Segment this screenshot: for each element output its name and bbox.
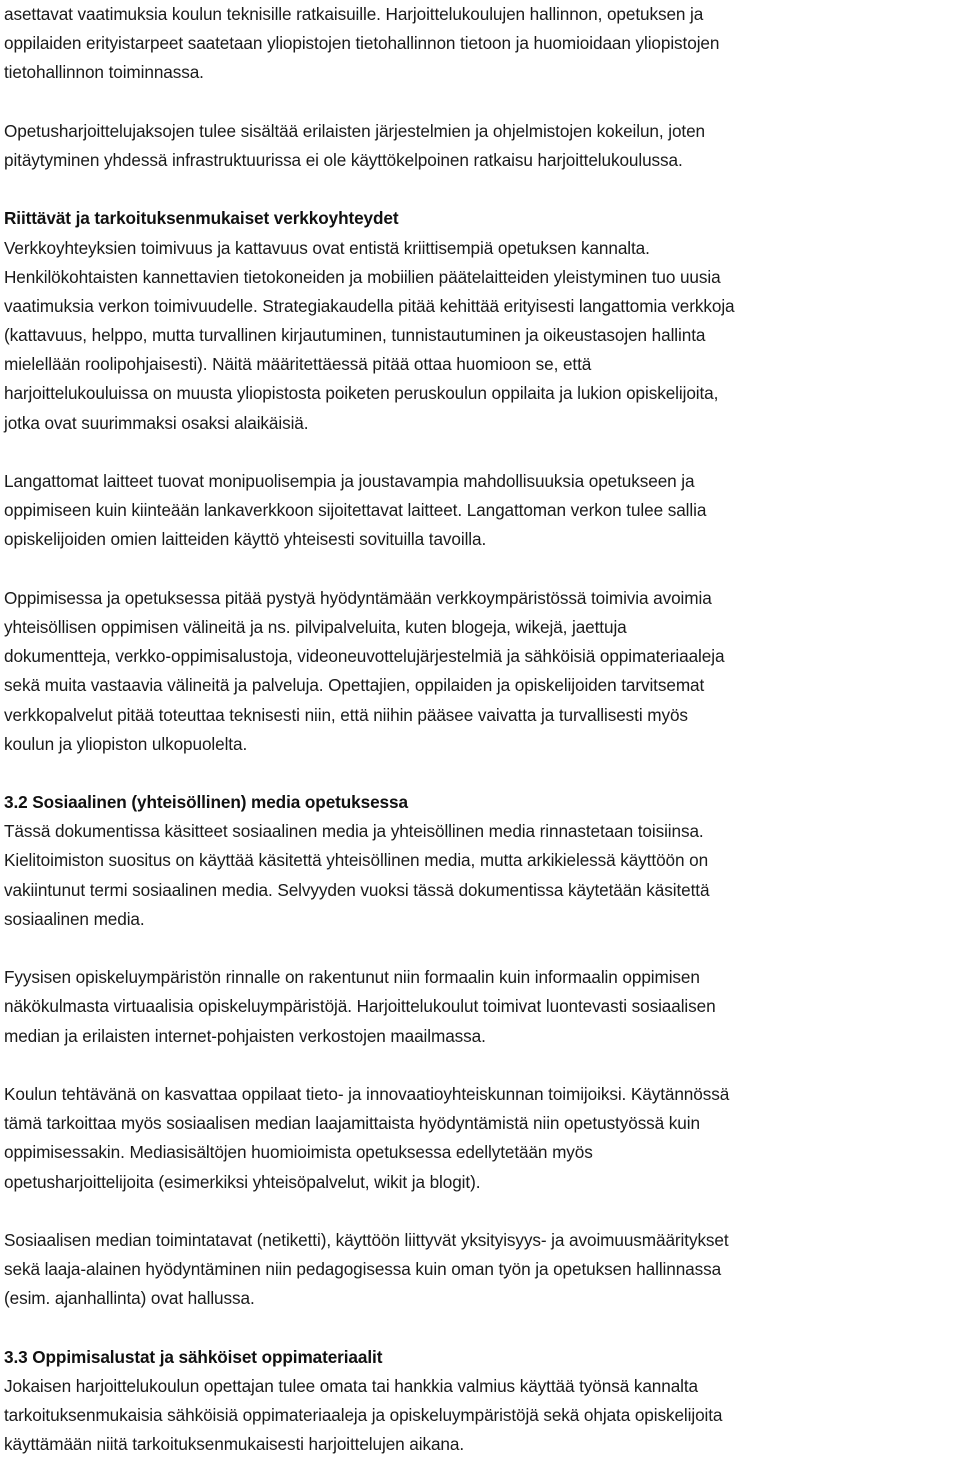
section-network-connections [4,204,958,438]
text-line: opetusharjoittelijoita (esimerkiksi yhteisöpalvelut, wikit ja blogit). [4,1171,481,1192]
text-line: Koulun tehtävänä on kasvattaa oppilaat tieto- ja innovaatioyhteiskunnan toimijoiksi. Käytännössä [4,1083,730,1104]
text-line: sekä laaja-alainen hyödyntäminen niin pedagogisessa kuin oman työn ja opetuksen hallinnassa [4,1259,722,1280]
text-line: Kielitoimiston suositus on käyttää käsitettä yhteisöllinen media, mutta arkikielessä käyttöön on [4,850,709,871]
text-line: tarkoituksenmukaisia sähköisiä oppimateriaaleja ja opiskeluympäristöjä sekä ohjata opiskelijoita [4,1405,723,1425]
text-line: Fyysisen opiskeluympäristön rinnalle on rakentunut niin formaalin kuin informaalin oppimisen [4,967,700,988]
text-line: jotka ovat suurimmaksi osaksi alaikäisiä. [4,412,309,433]
text-line: Verkkoyhteyksien toimivuus ja kattavuus ovat entistä kriittisempiä opetuksen kannalta. [4,237,650,258]
text-line: sekä muita vastaavia välineitä ja palveluja. Opettajien, oppilaiden ja opiskelijoiden tarvitsemat [4,675,705,696]
text-line: tämä tarkoittaa myös sosiaalisen median laajamittaista hyödyntämistä niin opetustyössä kuin [4,1113,700,1134]
document-page [4,0,958,1459]
text-line: yhteisöllisen oppimisen välineitä ja ns. pilvipalveluita, kuten blogeja, wikejä, jaettuja [4,616,627,637]
text-line: Sosiaalisen median toimintatavat (netiketti), käyttöön liittyvät yksityisyys- ja avoimuusmääritykset [4,1229,729,1250]
section-3-3 [4,1343,958,1459]
text-line: Oppimisessa ja opetuksessa pitää pystyä hyödyntämään verkkoympäristössä toimivia avoimia [4,587,712,608]
section-3-2 [4,788,958,934]
text-line: oppimisessakin. Mediasisältöjen huomioimista opetuksessa edellytetään myös [4,1142,593,1163]
paragraph-wireless-devices [4,467,958,555]
text-line: (kattavuus, helppo, mutta turvallinen kirjautuminen, tunnistautuminen ja oikeustasojen hallinta [4,325,706,346]
text-line: vaatimuksia verkon toimivuudelle. Strategiakaudella pitää kehittää erityisesti langattomia verkkoja [4,295,735,316]
text-line: vakiintunut termi sosiaalinen media. Selvyyden vuoksi tässä dokumentissa käytetään käsitettä [4,879,710,900]
paragraph-intro-continuation [4,0,958,88]
paragraph-teaching-practice [4,117,958,175]
text-line: pitäytyminen yhdessä infrastruktuurissa ei ole käyttökelpoinen ratkaisu harjoittelukoulussa. [4,149,683,170]
text-line: sosiaalinen media. [4,908,145,929]
text-line: mielellään roolipohjaisesti). Näitä määritettäessä pitää ottaa huomioon se, että [4,354,592,375]
section-heading: 3.2 Sosiaalinen (yhteisöllinen) media opetuksessa [4,792,408,813]
text-line: Tässä dokumentissa käsitteet sosiaalinen media ja yhteisöllinen media rinnastetaan toisiinsa. [4,821,704,842]
text-line: oppimiseen kuin kiinteään lankaverkkoon sijoitettavat laitteet. Langattoman verkon tulee sallia [4,500,707,521]
text-line: Langattomat laitteet tuovat monipuolisempia ja joustavampia mahdollisuuksia opetukseen ja [4,471,695,491]
subheading: Riittävät ja tarkoituksenmukaiset verkkoyhteydet [4,208,399,229]
text-line: koulun ja yliopiston ulkopuolelta. [4,733,248,754]
text-line: verkkopalvelut pitää toteuttaa teknisesti niin, että niihin pääsee vaivatta ja turvallisesti myös [4,704,688,725]
text-line: asettavat vaatimuksia koulun teknisille ratkaisuille. Harjoittelukoulujen hallinnon, opetuksen ja [4,4,704,24]
text-line: median ja erilaisten internet-pohjaisten verkostojen maailmassa. [4,1025,486,1046]
section-heading: 3.3 Oppimisalustat ja sähköiset oppimateriaalit [4,1346,383,1367]
text-line: dokumentteja, verkko-oppimisalustoja, videoneuvottelujärjestelmiä ja sähköisiä oppimateriaaleja [4,646,725,667]
text-line: Opetusharjoittelujaksojen tulee sisältää erilaisten järjestelmien ja ohjelmistojen kokeilun, joten [4,120,706,141]
text-line: tietohallinnon toiminnassa. [4,62,204,83]
paragraph-network-environment [4,584,958,759]
text-line: Henkilökohtaisten kannettavien tietokoneiden ja mobiilien päätelaitteiden yleistyminen tuo uusia [4,266,721,287]
paragraph-school-task [4,1080,958,1197]
paragraph-physical-environment [4,963,958,1051]
paragraph-social-media-practices [4,1226,958,1314]
text-line: oppilaiden erityistarpeet saatetaan yliopistojen tietohallinnon tietoon ja huomioidaan yliopistojen [4,33,720,54]
text-line: opiskelijoiden omien laitteiden käyttö yhteisesti sovituilla tavoilla. [4,529,487,550]
text-line: Jokaisen harjoittelukoulun opettajan tulee omata tai hankkia valmius käyttää työnsä kannalta [4,1375,699,1396]
text-line: (esim. ajanhallinta) ovat hallussa. [4,1288,255,1309]
text-line: näkökulmasta virtuaalisia opiskeluympäristöjä. Harjoittelukoulut toimivat luontevasti sosiaalisen [4,996,716,1017]
text-line: harjoittelukouluissa on muusta yliopistosta poiketen peruskoulun oppilaita ja lukion opiskelijoita, [4,383,719,404]
text-line: käyttämään niitä tarkoituksenmukaisesti harjoittelujen aikana. [4,1434,465,1455]
